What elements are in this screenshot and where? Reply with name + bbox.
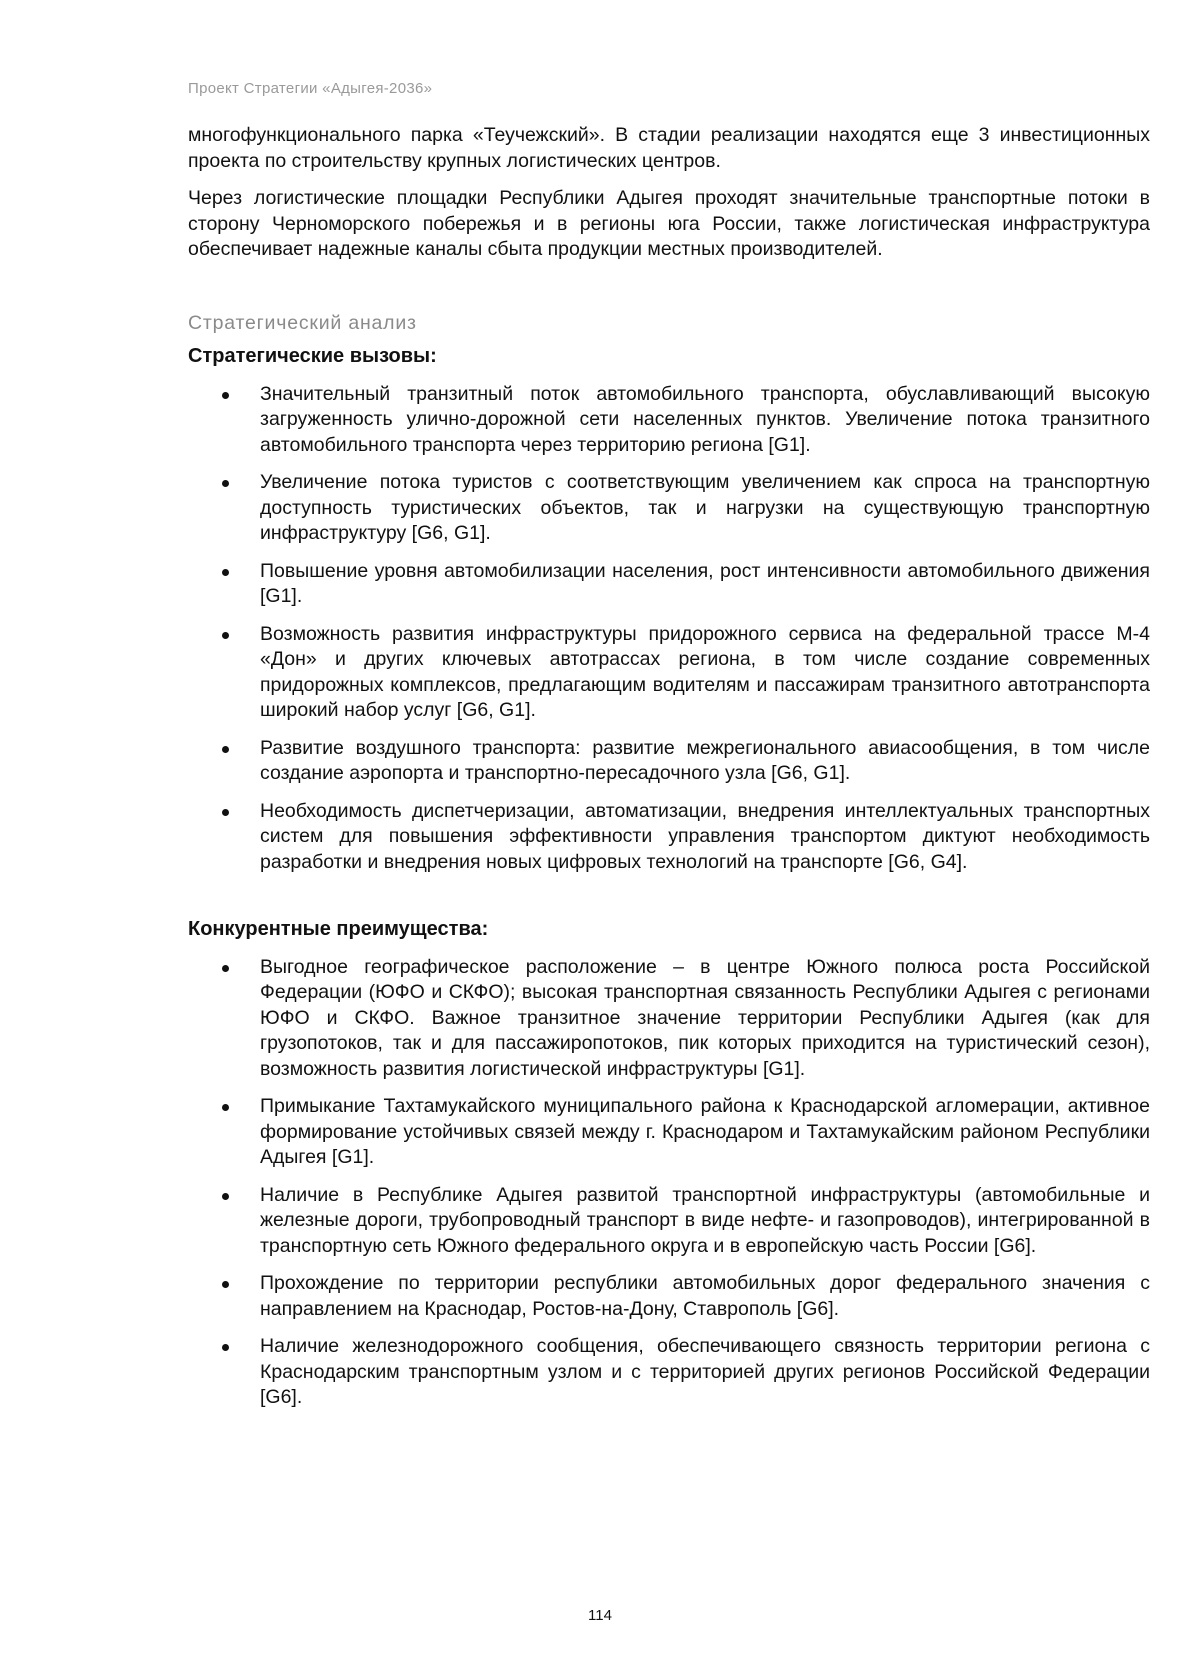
- list-item-text: Наличие железнодорожного сообщения, обеспечивающего связность территории региона с Краснодарским транспортным узлом и с территорией других регионов Российской Федерации [G6].: [260, 1335, 1150, 1408]
- bullet-icon: [222, 1281, 229, 1288]
- list-item: [188, 470, 1150, 547]
- bullet-icon: [222, 569, 229, 576]
- list-item: [188, 559, 1150, 610]
- list-item: [188, 382, 1150, 459]
- bullet-icon: [222, 746, 229, 753]
- list-item: [188, 1183, 1150, 1260]
- list-item: [188, 736, 1150, 787]
- list-item: [188, 1094, 1150, 1171]
- bullet-icon: [222, 1193, 229, 1200]
- section-label: Стратегический анализ: [188, 311, 417, 334]
- bullet-icon: [222, 392, 229, 399]
- page-content: [188, 123, 1150, 1423]
- list-item: [188, 799, 1150, 876]
- list-item-text: Развитие воздушного транспорта: развитие межрегионального авиасообщения, в том числе создание аэропорта и транспортно-пересадочного узла [G6, G1].: [260, 736, 1150, 784]
- advantages-heading: Конкурентные преимущества:: [188, 918, 489, 940]
- bullet-icon: [222, 480, 229, 487]
- list-item-text: Возможность развития инфраструктуры придорожного сервиса на федеральной трассе М-4 «Дон» и других ключевых автотрассах региона, в том числе создание современных придорожных комплексов, предлагающим водителям и пассажирам транзитного автотранспорта широкий набор услуг [G6, G1].: [260, 622, 1150, 721]
- list-item-text: Повышение уровня автомобилизации населения, рост интенсивности автомобильного движения [G1].: [260, 559, 1150, 607]
- bullet-icon: [222, 965, 229, 972]
- list-item-text: Примыкание Тахтамукайского муниципального района к Краснодарской агломерации, активное формирование устойчивых связей между г. Краснодаром и Тахтамукайским районом Республики Адыгея [G1].: [260, 1095, 1150, 1168]
- advantages-list: [188, 955, 1150, 1411]
- bullet-icon: [222, 809, 229, 816]
- intro-paragraph: Через логистические площадки Республики Адыгея проходят значительные транспортные потоки в сторону Черноморского побережья и в регионы юга России, также логистическая инфраструктура обеспечивает надежные каналы сбыта продукции местных производителей.: [188, 187, 1150, 260]
- list-item: [188, 1271, 1150, 1322]
- list-item-text: Увеличение потока туристов с соответствующим увеличением как спроса на транспортную доступность туристических объектов, так и нагрузки на существующую транспортную инфраструктуру [G6, G1].: [260, 471, 1150, 544]
- bullet-icon: [222, 1104, 229, 1111]
- challenges-list: [188, 382, 1150, 876]
- list-item: [188, 955, 1150, 1083]
- bullet-icon: [222, 632, 229, 639]
- list-item-text: Необходимость диспетчеризации, автоматизации, внедрения интеллектуальных транспортных систем для повышения эффективности управления транспортом диктуют необходимость разработки и внедрения новых цифровых технологий на транспорте [G6, G4].: [260, 799, 1150, 873]
- list-item-text: Выгодное географическое расположение – в центре Южного полюса роста Российской Федерации (ЮФО и СКФО); высокая транспортная связанность Республики Адыгея с регионами ЮФО и СКФО. Важное транзитное значение территории Республики Адыгея (как для грузопотоков, так и для пассажиропотоков, пик которых приходится на туристический сезон), возможность развития логистической инфраструктуры [G1].: [260, 955, 1150, 1080]
- list-item-text: Прохождение по территории республики автомобильных дорог федерального значения с направлением на Краснодар, Ростов-на-Дону, Ставрополь [G6].: [260, 1272, 1150, 1320]
- list-item: [188, 622, 1150, 724]
- list-item-text: Наличие в Республике Адыгея развитой транспортной инфраструктуры (автомобильные и железные дороги, трубопроводный транспорт в виде нефте- и газопроводов), интегрированной в транспортную сеть Южного федерального округа и в европейскую часть России [G6].: [260, 1183, 1150, 1257]
- list-item-text: Значительный транзитный поток автомобильного транспорта, обуславливающий высокую загруженность улично-дорожной сети населенных пунктов. Увеличение потока транзитного автомобильного транспорта через территорию региона [G1].: [260, 382, 1150, 456]
- intro-paragraph: многофункционального парка «Теучежский». В стадии реализации находятся еще 3 инвестиционных проекта по строительству крупных логистических центров.: [188, 124, 1150, 172]
- running-header: Проект Стратегии «Адыгея-2036»: [188, 80, 433, 97]
- list-item: [188, 1334, 1150, 1411]
- challenges-heading: Стратегические вызовы:: [188, 345, 437, 367]
- bullet-icon: [222, 1344, 229, 1351]
- page-number: 114: [588, 1607, 612, 1624]
